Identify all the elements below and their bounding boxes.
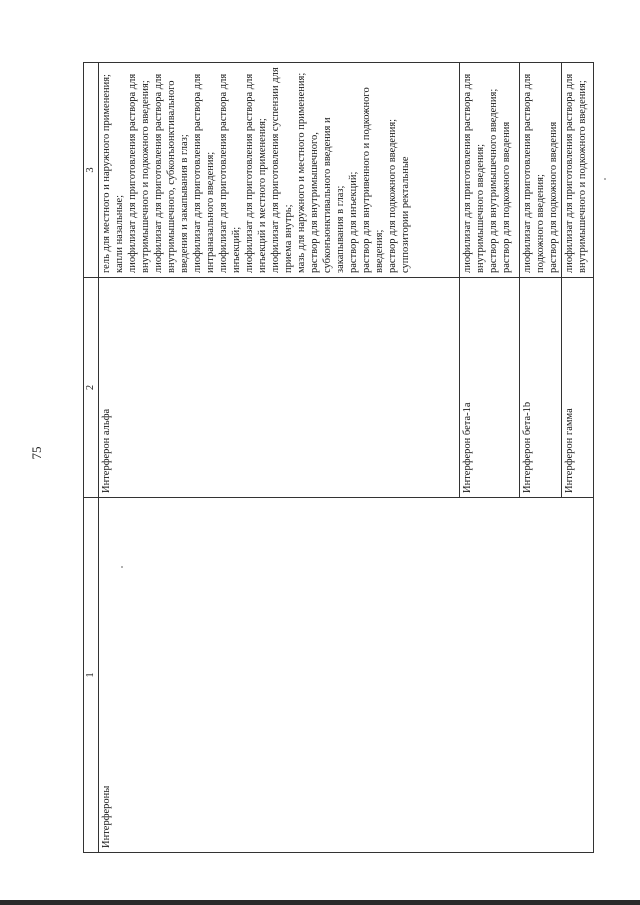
page-bottom-edge	[0, 900, 640, 905]
scan-speck	[604, 178, 606, 180]
rotated-table-frame	[83, 63, 588, 853]
dosage-forms-cell	[520, 63, 562, 278]
drug-name-cell: Интерферон альфа	[99, 278, 460, 498]
dosage-form: лиофилизат для приготовления раствора для подкожного введения;	[522, 73, 546, 273]
dosage-form: раствор для внутривенного и подкожного введения;	[361, 87, 385, 273]
dosage-form: раствор для подкожного введения;	[387, 118, 398, 273]
dosage-form: лиофилизат для приготовления раствора для внутримышечного, субконъюнктивального введения и закапывания в глаз;	[153, 73, 190, 273]
dosage-form: суппозитории ректальные	[400, 156, 411, 273]
dosage-forms-cell	[460, 63, 520, 278]
dosage-form: мазь для наружного и местного применения;	[296, 72, 307, 273]
dosage-form: лиофилизат для приготовления раствора для инъекций;	[218, 73, 242, 273]
dosage-form: раствор для подкожного введения	[548, 121, 559, 273]
dosage-form: гель для местного и наружного применения;	[101, 74, 112, 273]
header-col-3: 3	[84, 63, 99, 278]
page-number: 75	[29, 446, 44, 460]
dosage-form: лиофилизат для приготовления суспензии для приема внутрь;	[270, 67, 294, 273]
table-header-row	[84, 63, 99, 853]
dosage-form: капли назальные;	[114, 194, 125, 273]
dosage-forms-cell	[562, 63, 594, 278]
scan-speck	[121, 566, 123, 568]
dosage-form: лиофилизат для приготовления раствора для внутримышечного введения;	[462, 73, 486, 273]
drug-name-cell: Интерферон гамма	[562, 278, 594, 498]
dosage-forms-cell	[99, 63, 460, 278]
drug-name-cell: Интерферон бета-1a	[460, 278, 520, 498]
dosage-form: лиофилизат для приготовления раствора для внутримышечного и подкожного введения;	[127, 73, 151, 273]
dosage-form: раствор для внутримышечного, субконъюнктивального введения и закапывания в глаз;	[309, 117, 346, 273]
dosage-form: раствор для инъекций;	[348, 171, 359, 273]
dosage-form: лиофилизат для приготовления раствора для инъекций и местного применения;	[244, 73, 268, 273]
header-col-1: 1	[84, 498, 99, 853]
dosage-form: лиофилизат для приготовления раствора для интраназального введения;	[192, 73, 216, 273]
dosage-form: лиофилизат для приготовления раствора для внутримышечного и подкожного введения;	[564, 73, 588, 273]
dosage-form: раствор для подкожного введения	[501, 121, 512, 273]
drug-name-cell: Интерферон бета-1b	[520, 278, 562, 498]
drug-table	[83, 63, 588, 853]
group-cell: Интерфероны	[99, 498, 594, 853]
header-col-2: 2	[84, 278, 99, 498]
dosage-form: раствор для внутримышечного введения;	[488, 88, 499, 273]
table-row	[99, 63, 460, 853]
